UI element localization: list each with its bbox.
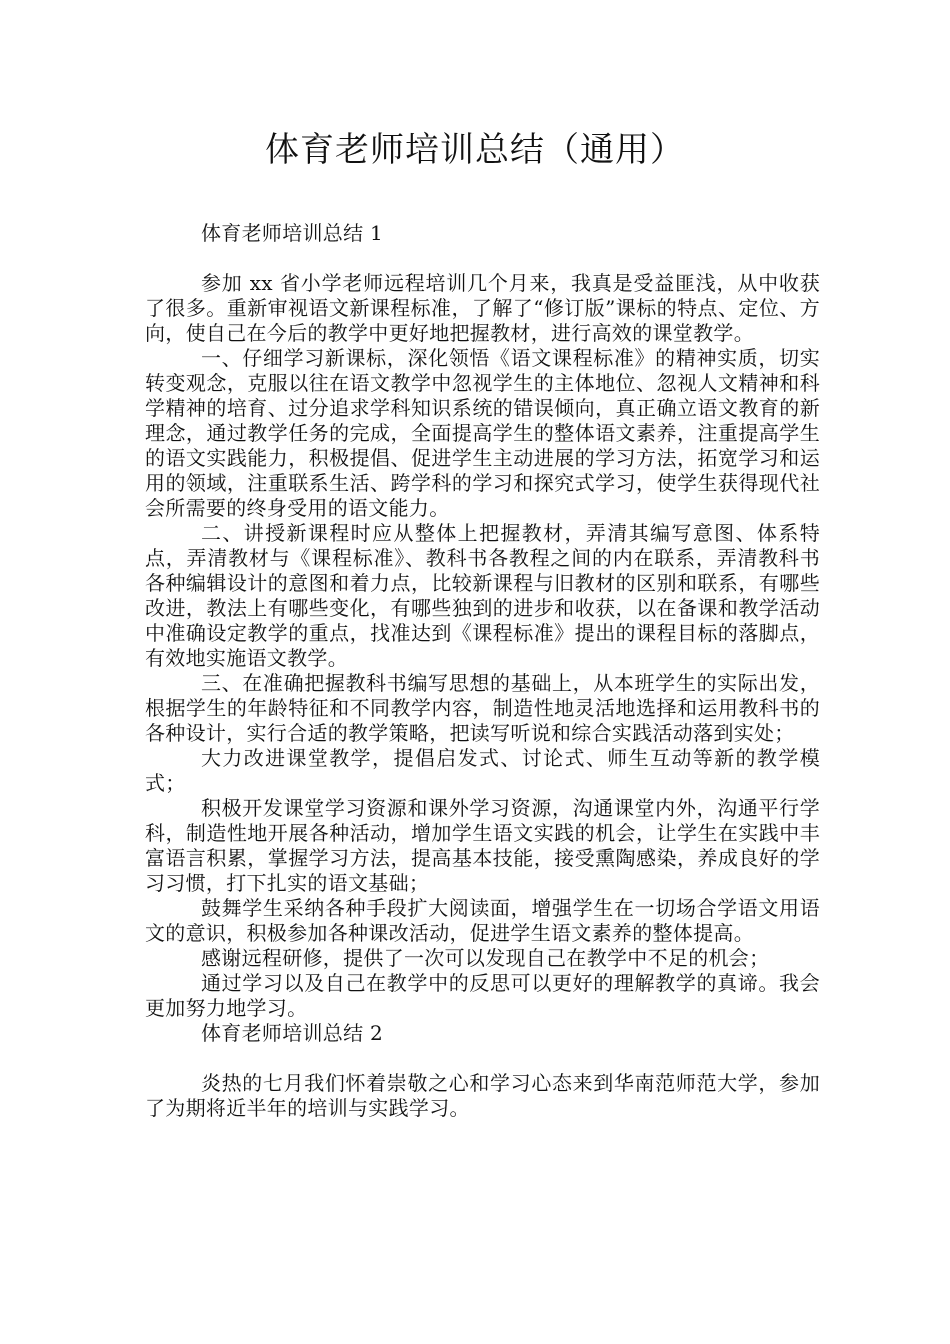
section-gap	[145, 1046, 820, 1071]
document-title: 体育老师培训总结（通用）	[265, 130, 685, 170]
paragraph: 二、讲授新课程时应从整体上把握教材，弄清其编写意图、体系特点，弄清教材与《课程标准》、教科书各教程之间的内在联系，弄清教科书各种编辑设计的意图和着力点，比较新课程与旧教材的区别和联系，有哪些改进，教法上有哪些变化，有哪些独到的进步和收获，以在备课和教学活动中准确设定教学的重点，找准达到《课程标准》提出的课程目标的落脚点，有效地实施语文教学。	[145, 521, 820, 670]
section-heading-2: 体育老师培训总结 2	[201, 1021, 384, 1045]
paragraph: 一、仔细学习新课标，深化领悟《语文课程标准》的精神实质，切实转变观念，克服以往在语文教学中忽视学生的主体地位、忽视人文精神和科学精神的培育、过分追求学科知识系统的错误倾向，真正确立语文教育的新理念，通过教学任务的完成，全面提高学生的整体语文素养，注重提高学生的语文实践能力，积极提倡、促进学生主动进展的学习方法，拓宽学习和运用的领域，注重联系生活、跨学科的学习和探究式学习，使学生获得现代社会所需要的终身受用的语文能力。	[145, 346, 820, 520]
document-body	[145, 221, 820, 1121]
paragraph: 三、在准确把握教科书编写思想的基础上，从本班学生的实际出发，根据学生的年龄特征和不同教学内容，制造性地灵活地选择和运用教科书的各种设计，实行合适的教学策略，把读写听说和综合实践活动落到实处；	[145, 671, 820, 745]
paragraph: 感谢远程研修，提供了一次可以发现自己在教学中不足的机会；	[201, 946, 770, 970]
paragraph: 大力改进课堂教学，提倡启发式、讨论式、师生互动等新的教学模式；	[145, 746, 820, 795]
paragraph: 通过学习以及自己在教学中的反思可以更好的理解教学的真谛。我会更加努力地学习。	[145, 971, 820, 1020]
paragraph: 鼓舞学生采纳各种手段扩大阅读面，增强学生在一切场合学语文用语文的意识，积极参加各种课改活动，促进学生语文素养的整体提高。	[145, 896, 820, 945]
section-heading-1: 体育老师培训总结 1	[201, 221, 384, 245]
paragraph: 积极开发课堂学习资源和课外学习资源，沟通课堂内外，沟通平行学科，制造性地开展各种活动，增加学生语文实践的机会，让学生在实践中丰富语言积累，掌握学习方法，提高基本技能，接受熏陶感染，养成良好的学习习惯，打下扎实的语文基础；	[145, 796, 820, 895]
paragraph: 炎热的七月我们怀着崇敬之心和学习心态来到华南范师范大学，参加了为期将近半年的培训与实践学习。	[145, 1071, 820, 1120]
section-gap	[145, 246, 820, 271]
paragraph: 参加 xx 省小学老师远程培训几个月来，我真是受益匪浅，从中收获了很多。重新审视语文新课程标准，了解了“修订版”课标的特点、定位、方向，使自己在今后的教学中更好地把握教材，进行高效的课堂教学。	[145, 271, 820, 345]
